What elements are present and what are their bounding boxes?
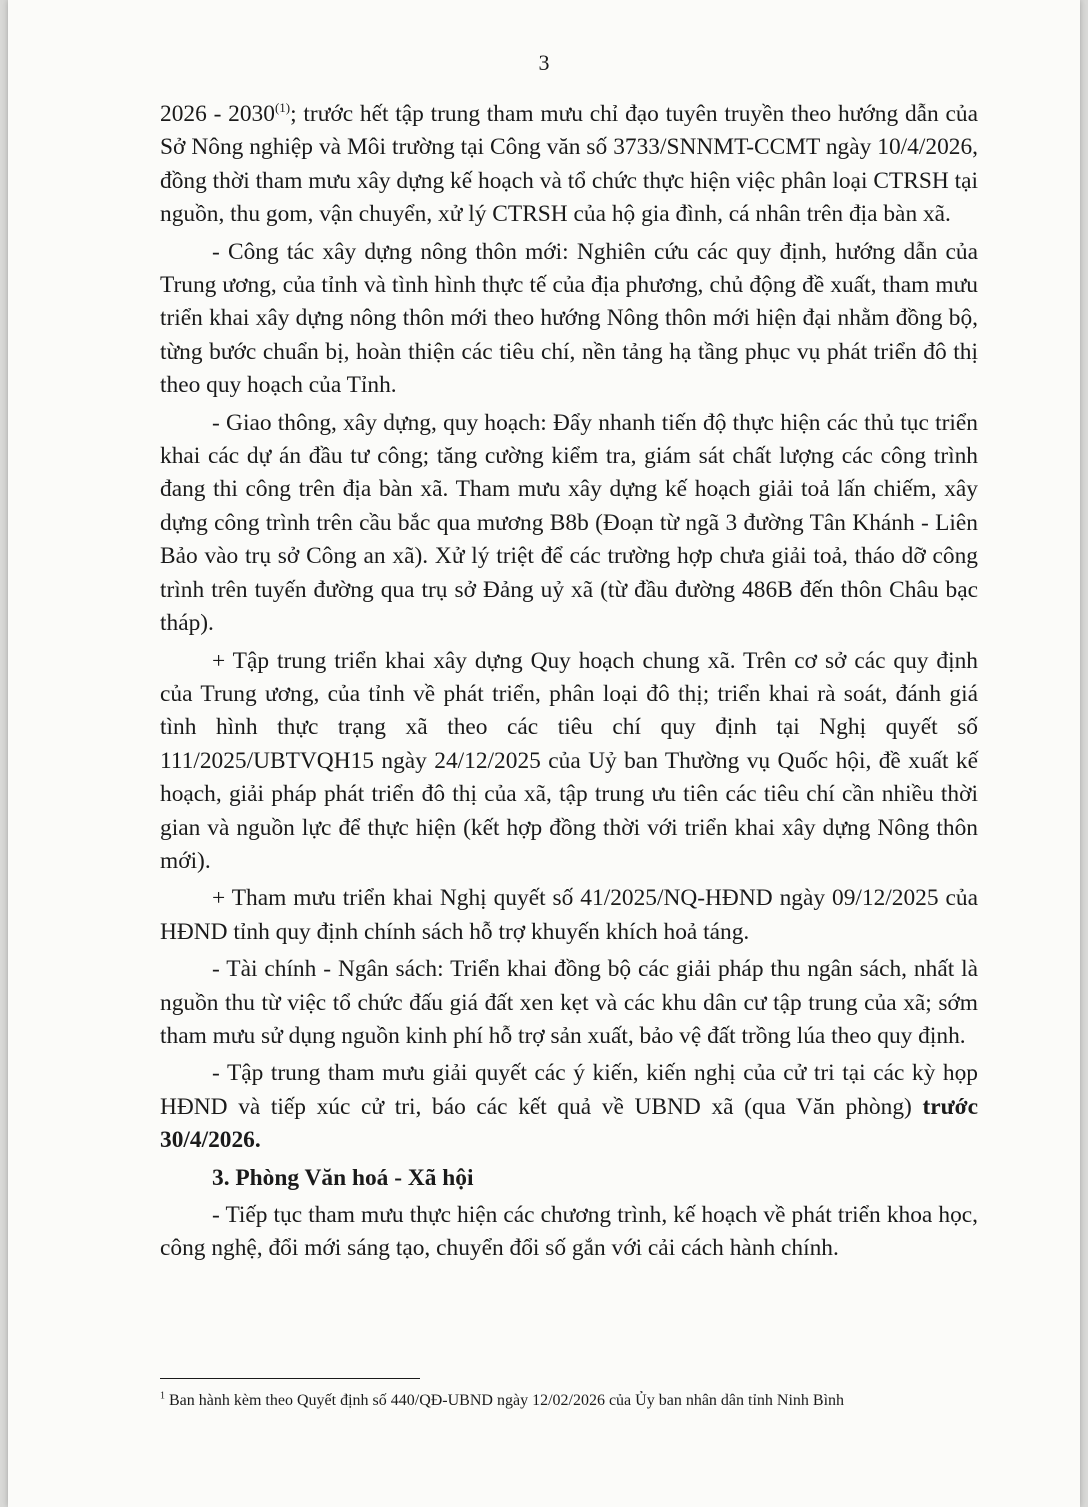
page-number: 3 — [538, 50, 550, 75]
deadline-text: trước 30/4/2026. — [160, 1093, 978, 1154]
footnote-reference: (1) — [274, 100, 291, 116]
footnote-divider — [160, 1378, 420, 1379]
paragraph-science-technology: - Tiếp tục tham mưu thực hiện các chương trình, kế hoạch về phát triển khoa học, công nghệ, đổi mới sáng tạo, chuyển đổi số gắn với cải cách hành chính. — [160, 1202, 978, 1262]
paragraph-rural-development: - Công tác xây dựng nông thôn mới: Nghiên cứu các quy định, hướng dẫn của Trung ương, của tỉnh và tình hình thực tế của địa phương, chủ động đề xuất, tham mưu triển khai xây dựng nông thôn mới theo hướng Nông thôn mới hiện đại nhằm đồng bộ, từng bước chuẩn bị, hoàn thiện các tiêu chí, nền tảng hạ tầng phục vụ phát triển đô thị theo quy hoạch của Tỉnh. — [160, 238, 978, 399]
document-body — [160, 98, 978, 1270]
paragraph-cremation-resolution: + Tham mưu triển khai Nghị quyết số 41/2025/NQ-HĐND ngày 09/12/2025 của HĐND tỉnh quy định chính sách hỗ trợ khuyến khích hoả táng. — [160, 885, 978, 945]
footnote-marker: 1 — [160, 1390, 165, 1402]
footnote-text: Ban hành kèm theo Quyết định số 440/QĐ-UBND ngày 12/02/2026 của Ủy ban nhân dân tỉnh Ninh Bình — [165, 1392, 845, 1409]
section-heading-culture-society: 3. Phòng Văn hoá - Xã hội — [212, 1164, 474, 1191]
paragraph-1 — [160, 98, 978, 232]
paragraph-1-rest: ; trước hết tập trung tham mưu chỉ đạo tuyên truyền theo hướng dẫn của Sở Nông nghiệp và Môi trường tại Công văn số 3733/SNNMT-CCMT ngày 10/4/2026, đồng thời tham mưu xây dựng kế hoạch và tổ chức thực hiện việc phân loại CTRSH tại nguồn, thu gom, vận chuyển, xử lý CTRSH của hộ gia đình, cá nhân trên địa bàn xã. — [160, 101, 978, 228]
paragraph-general-planning: + Tập trung triển khai xây dựng Quy hoạch chung xã. Trên cơ sở các quy định của Trung ương, của tỉnh về phát triển, phân loại đô thị; triển khai rà soát, đánh giá tình hình thực trạng xã theo các tiêu chí quy định tại Nghị quyết số 111/2025/UBTVQH15 ngày 24/12/2025 của Uỷ ban Thường vụ Quốc hội, đề xuất kế hoạch, giải pháp phát triển đô thị của xã, tập trung ưu tiên các tiêu chí cần nhiều thời gian và nguồn lực để thực hiện (kết hợp đồng thời với triển khai xây dựng Nông thôn mới). — [160, 647, 978, 874]
paragraph-transport-construction: - Giao thông, xây dựng, quy hoạch: Đẩy nhanh tiến độ thực hiện các thủ tục triển khai các dự án đầu tư công; tăng cường kiểm tra, giám sát chất lượng các công trình đang thi công trên địa bàn xã. Tham mưu xây dựng kế hoạch giải toả lấn chiếm, xây dựng công trình trên cầu bắc qua mương B8b (Đoạn từ ngã 3 đường Tân Khánh - Liên Bảo vào trụ sở Công an xã). Xử lý triệt để các trường hợp chưa giải toả, tháo dỡ công trình trên tuyến đường qua trụ sở Đảng uỷ xã (từ đầu đường 486B đến thôn Châu bạc tháp). — [160, 409, 978, 637]
paragraph-voter-petitions — [160, 1057, 978, 1157]
footnote — [160, 1390, 1020, 1412]
paragraph-1-start: 2026 - 2030 — [160, 101, 275, 127]
voter-petitions-text: - Tập trung tham mưu giải quyết các ý kiến, kiến nghị của cử tri tại các kỳ họp HĐND và tiếp xúc cử tri, báo các kết quả về UBND xã (qua Văn phòng) — [160, 1060, 978, 1120]
paragraph-finance-budget: - Tài chính - Ngân sách: Triển khai đồng bộ các giải pháp thu ngân sách, nhất là nguồn thu từ việc tổ chức đấu giá đất xen kẹt và các khu dân cư tập trung của xã; sớm tham mưu sử dụng nguồn kinh phí hỗ trợ sản xuất, bảo vệ đất trồng lúa theo quy định. — [160, 956, 978, 1049]
